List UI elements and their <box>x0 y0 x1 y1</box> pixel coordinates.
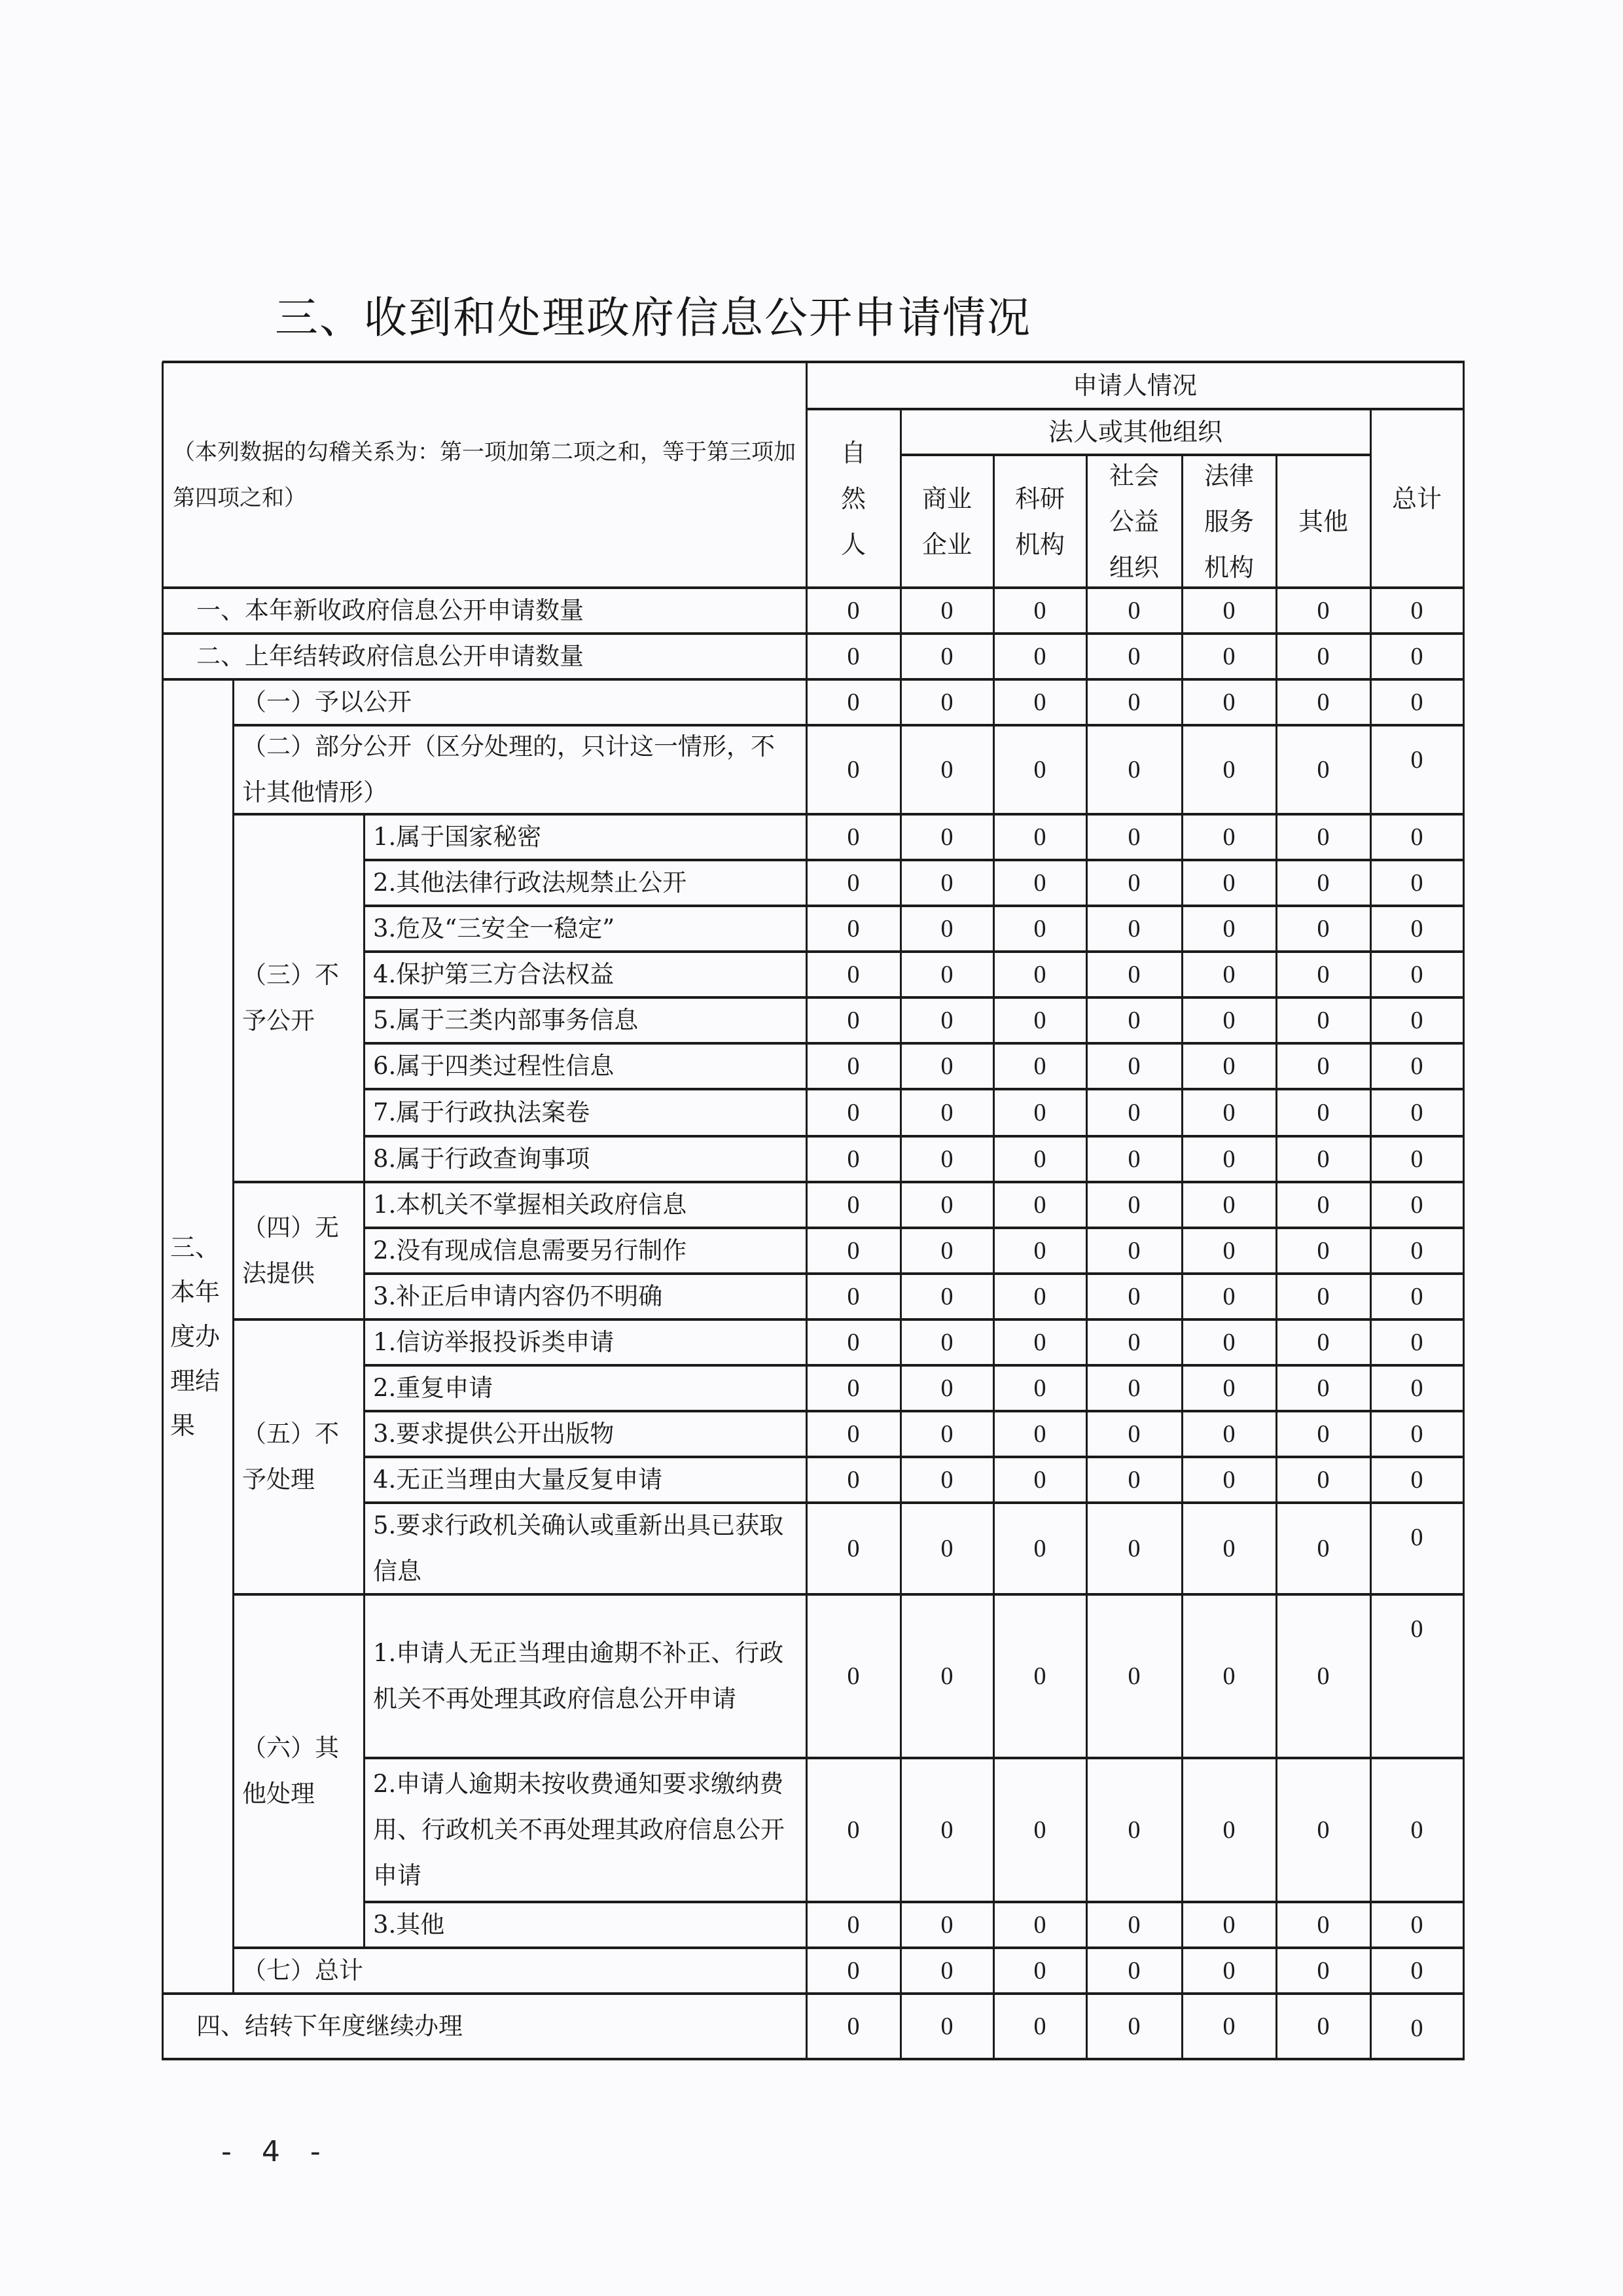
value-cell: 0 <box>1222 869 1236 897</box>
value-cell: 0 <box>1410 1911 1423 1939</box>
row-label: 二、上年结转政府信息公开申请数量 <box>196 642 584 670</box>
value-cell: 0 <box>1033 961 1046 988</box>
value-cell: 0 <box>1033 643 1046 670</box>
value-cell: 0 <box>1317 1052 1330 1080</box>
value-cell: 0 <box>1033 597 1046 624</box>
value-cell: 0 <box>847 597 860 624</box>
value-cell: 0 <box>1410 1283 1423 1310</box>
value-cell: 0 <box>1128 1145 1141 1173</box>
value-cell: 0 <box>1410 823 1423 851</box>
value-cell: 0 <box>1410 1007 1423 1034</box>
value-cell: 0 <box>940 1374 954 1402</box>
value-cell: 0 <box>940 2013 954 2040</box>
table-rule <box>363 814 365 1949</box>
table-rule <box>162 586 1465 589</box>
value-cell: 0 <box>1033 1052 1046 1080</box>
value-cell: 0 <box>1033 1911 1046 1939</box>
value-cell: 0 <box>847 689 860 716</box>
table-rule <box>1463 362 1465 2060</box>
table-rule <box>364 1088 1465 1090</box>
group-not-disclosed: （三）不予公开 <box>242 961 339 1035</box>
value-cell: 0 <box>940 1145 954 1173</box>
value-cell: 0 <box>940 1466 954 1494</box>
value-cell: 0 <box>1033 1283 1046 1310</box>
value-cell: 0 <box>1033 1535 1046 1562</box>
table-rule <box>364 1227 1465 1229</box>
value-cell: 0 <box>940 915 954 942</box>
value-cell: 0 <box>1128 643 1141 670</box>
value-cell: 0 <box>1410 1145 1423 1173</box>
value-cell: 0 <box>1033 2013 1046 2040</box>
header-legal-service: 法律服务机构 <box>1204 461 1254 582</box>
page-title: 三、收到和处理政府信息公开申请情况 <box>275 293 1031 343</box>
value-cell: 0 <box>1128 1957 1141 1984</box>
row-label: 1.属于国家秘密 <box>373 823 542 851</box>
value-cell: 0 <box>1222 2013 1236 2040</box>
table-rule <box>364 1042 1465 1045</box>
value-cell: 0 <box>1317 1816 1330 1844</box>
value-cell: 0 <box>847 1816 860 1844</box>
value-cell: 0 <box>940 1957 954 1984</box>
value-cell: 0 <box>1410 1524 1423 1551</box>
table-rule <box>1181 455 1183 2060</box>
value-cell: 0 <box>940 1535 954 1562</box>
value-cell: 0 <box>1410 643 1423 670</box>
table-rule <box>162 362 164 2060</box>
table-rule <box>162 632 1465 635</box>
value-cell: 0 <box>1033 915 1046 942</box>
value-cell: 0 <box>1033 869 1046 897</box>
value-cell: 0 <box>940 597 954 624</box>
value-cell: 0 <box>1222 597 1236 624</box>
value-cell: 0 <box>1317 1329 1330 1356</box>
row-label: 6.属于四类过程性信息 <box>373 1052 615 1080</box>
value-cell: 0 <box>847 643 860 670</box>
value-cell: 0 <box>1033 1329 1046 1356</box>
value-cell: 0 <box>1317 643 1330 670</box>
value-cell: 0 <box>1033 1816 1046 1844</box>
value-cell: 0 <box>1128 869 1141 897</box>
value-cell: 0 <box>1222 1191 1236 1219</box>
value-cell: 0 <box>1222 1957 1236 1984</box>
value-cell: 0 <box>1128 915 1141 942</box>
table-rule <box>232 679 234 1995</box>
value-cell: 0 <box>940 756 954 783</box>
value-cell: 0 <box>940 1329 954 1356</box>
row-label: 3.要求提供公开出版物 <box>373 1420 615 1448</box>
value-cell: 0 <box>940 1816 954 1844</box>
value-cell: 0 <box>847 1911 860 1939</box>
value-cell: 0 <box>1222 1237 1236 1265</box>
value-cell: 0 <box>1410 961 1423 988</box>
value-cell: 0 <box>847 1420 860 1448</box>
value-cell: 0 <box>1128 1535 1141 1562</box>
value-cell: 0 <box>1410 1099 1423 1126</box>
table-rule <box>806 408 1465 410</box>
row-label: 2.重复申请 <box>373 1374 493 1402</box>
row-label: 1.本机关不掌握相关政府信息 <box>373 1191 687 1219</box>
value-cell: 0 <box>1317 961 1330 988</box>
value-cell: 0 <box>1128 1329 1141 1356</box>
value-cell: 0 <box>1317 1662 1330 1690</box>
value-cell: 0 <box>940 1283 954 1310</box>
value-cell: 0 <box>1222 1466 1236 1494</box>
value-cell: 0 <box>940 1007 954 1034</box>
value-cell: 0 <box>847 915 860 942</box>
value-cell: 0 <box>1222 1283 1236 1310</box>
value-cell: 0 <box>1410 869 1423 897</box>
table-rule <box>900 409 902 2060</box>
value-cell: 0 <box>1033 756 1046 783</box>
value-cell: 0 <box>1033 1466 1046 1494</box>
table-rule <box>233 1946 1465 1949</box>
header-total: 总计 <box>1391 484 1442 513</box>
value-cell: 0 <box>1222 1535 1236 1562</box>
row-label: 5.属于三类内部事务信息 <box>373 1006 639 1034</box>
value-cell: 0 <box>1033 1374 1046 1402</box>
value-cell: 0 <box>1033 823 1046 851</box>
value-cell: 0 <box>1410 1329 1423 1356</box>
value-cell: 0 <box>847 1283 860 1310</box>
group-not-processed: （五）不予处理 <box>242 1420 339 1494</box>
value-cell: 0 <box>940 869 954 897</box>
value-cell: 0 <box>1222 1099 1236 1126</box>
table-rule <box>1086 455 1088 2060</box>
value-cell: 0 <box>1128 689 1141 716</box>
value-cell: 0 <box>847 869 860 897</box>
value-cell: 0 <box>1317 1374 1330 1402</box>
value-cell: 0 <box>847 1052 860 1080</box>
value-cell: 0 <box>1317 915 1330 942</box>
table-rule <box>233 724 1465 726</box>
value-cell: 0 <box>1128 1007 1141 1034</box>
value-cell: 0 <box>940 1191 954 1219</box>
value-cell: 0 <box>1410 1420 1423 1448</box>
value-cell: 0 <box>1222 961 1236 988</box>
value-cell: 0 <box>847 2013 860 2040</box>
row-label: 2.其他法律行政法规禁止公开 <box>373 869 687 897</box>
row-label: 8.属于行政查询事项 <box>373 1145 590 1173</box>
table-rule <box>364 1272 1465 1275</box>
value-cell: 0 <box>1410 915 1423 942</box>
row-label: 一、本年新收政府信息公开申请数量 <box>196 596 584 624</box>
value-cell: 0 <box>1410 1615 1423 1643</box>
header-social-welfare: 社会公益组织 <box>1109 461 1159 582</box>
header-natural-person: 自然人 <box>840 438 866 559</box>
value-cell: 0 <box>847 1237 860 1265</box>
value-cell: 0 <box>1033 1957 1046 1984</box>
value-cell: 0 <box>1222 1007 1236 1034</box>
value-cell: 0 <box>1033 1007 1046 1034</box>
value-cell: 0 <box>1033 689 1046 716</box>
header-legal-org: 法人或其他组织 <box>1048 418 1222 446</box>
table-rule <box>162 1992 1465 1995</box>
value-cell: 0 <box>847 1374 860 1402</box>
value-cell: 0 <box>1222 1329 1236 1356</box>
group-other-processing: （六）其他处理 <box>242 1734 339 1808</box>
value-cell: 0 <box>1317 1237 1330 1265</box>
value-cell: 0 <box>1128 1099 1141 1126</box>
row-label: 1.信访举报投诉类申请 <box>373 1328 615 1356</box>
value-cell: 0 <box>1128 1911 1141 1939</box>
value-cell: 0 <box>1317 1007 1330 1034</box>
value-cell: 0 <box>1317 1145 1330 1173</box>
table-rule <box>364 1456 1465 1458</box>
row-label: 四、结转下年度继续办理 <box>196 2012 463 2040</box>
row-label: 3.补正后申请内容仍不明确 <box>373 1282 663 1310</box>
value-cell: 0 <box>1317 2013 1330 2040</box>
value-cell: 0 <box>1317 1191 1330 1219</box>
value-cell: 0 <box>1128 2013 1141 2040</box>
value-cell: 0 <box>1410 597 1423 624</box>
value-cell: 0 <box>1128 1191 1141 1219</box>
value-cell: 0 <box>1410 1957 1423 1984</box>
value-cell: 0 <box>1317 689 1330 716</box>
table-rule <box>162 2058 1465 2060</box>
value-cell: 0 <box>1317 1466 1330 1494</box>
header-other: 其他 <box>1298 507 1348 536</box>
value-cell: 0 <box>847 1466 860 1494</box>
table-rule <box>1275 455 1277 2060</box>
row-label: 2.申请人逾期未按收费通知要求缴纳费用、行政机关不再处理其政府信息公开申请 <box>373 1770 785 1890</box>
value-cell: 0 <box>1033 1099 1046 1126</box>
table-rule <box>364 859 1465 861</box>
value-cell: 0 <box>1128 1420 1141 1448</box>
value-cell: 0 <box>940 1237 954 1265</box>
table-rule <box>364 1135 1465 1138</box>
value-cell: 0 <box>940 1662 954 1690</box>
table-rule <box>364 996 1465 999</box>
value-cell: 0 <box>1410 1374 1423 1402</box>
value-cell: 0 <box>847 1329 860 1356</box>
value-cell: 0 <box>1317 597 1330 624</box>
table-rule <box>233 1181 1465 1183</box>
row-label: 1.申请人无正当理由逾期不补正、行政机关不再处理其政府信息公开申请 <box>373 1639 784 1713</box>
value-cell: 0 <box>1222 1420 1236 1448</box>
table-rule <box>364 1410 1465 1412</box>
table-note: （本列数据的勾稽关系为：第一项加第二项之和，等于第三项加第四项之和） <box>173 439 796 511</box>
value-cell: 0 <box>847 961 860 988</box>
value-cell: 0 <box>1128 823 1141 851</box>
value-cell: 0 <box>1222 1052 1236 1080</box>
value-cell: 0 <box>1222 1662 1236 1690</box>
value-cell: 0 <box>1317 1420 1330 1448</box>
table-rule <box>233 1318 1465 1321</box>
value-cell: 0 <box>1222 1911 1236 1939</box>
value-cell: 0 <box>1128 1466 1141 1494</box>
value-cell: 0 <box>940 1052 954 1080</box>
value-cell: 0 <box>1410 1191 1423 1219</box>
table-rule <box>806 362 808 2060</box>
value-cell: 0 <box>1222 1374 1236 1402</box>
header-research: 科研机构 <box>1014 484 1065 559</box>
value-cell: 0 <box>1222 1145 1236 1173</box>
row-label: 2.没有现成信息需要另行制作 <box>373 1236 687 1265</box>
value-cell: 0 <box>1222 756 1236 783</box>
header-commercial: 商业企业 <box>921 484 972 559</box>
value-cell: 0 <box>1410 1816 1423 1844</box>
table-rule <box>162 678 1465 681</box>
value-cell: 0 <box>1128 1662 1141 1690</box>
value-cell: 0 <box>1222 643 1236 670</box>
header-applicant: 申请人情况 <box>1072 371 1197 400</box>
table-rule <box>233 813 1465 816</box>
value-cell: 0 <box>940 643 954 670</box>
value-cell: 0 <box>847 1662 860 1690</box>
value-cell: 0 <box>940 689 954 716</box>
value-cell: 0 <box>1410 746 1423 774</box>
value-cell: 0 <box>1317 1911 1330 1939</box>
table-rule <box>233 1593 1465 1596</box>
value-cell: 0 <box>1317 756 1330 783</box>
value-cell: 0 <box>847 1191 860 1219</box>
table-rule <box>364 905 1465 907</box>
row-label: （七）总计 <box>242 1956 363 1984</box>
row-label: 7.属于行政执法案卷 <box>373 1098 590 1126</box>
value-cell: 0 <box>847 1007 860 1034</box>
row-label: 5.要求行政机关确认或重新出具已获取信息 <box>373 1511 784 1585</box>
value-cell: 0 <box>1222 689 1236 716</box>
value-cell: 0 <box>1410 1237 1423 1265</box>
value-cell: 0 <box>940 1099 954 1126</box>
value-cell: 0 <box>1128 1816 1141 1844</box>
value-cell: 0 <box>1317 1283 1330 1310</box>
value-cell: 0 <box>1222 915 1236 942</box>
value-cell: 0 <box>1128 1374 1141 1402</box>
value-cell: 0 <box>1317 1099 1330 1126</box>
value-cell: 0 <box>1128 1283 1141 1310</box>
row-label: （一）予以公开 <box>242 688 412 716</box>
group-cannot-provide: （四）无法提供 <box>242 1213 339 1287</box>
section-3-label: 三、本年度办理结果 <box>170 1233 221 1440</box>
value-cell: 0 <box>847 1099 860 1126</box>
value-cell: 0 <box>1410 1052 1423 1080</box>
value-cell: 0 <box>1128 961 1141 988</box>
value-cell: 0 <box>1317 1535 1330 1562</box>
value-cell: 0 <box>1222 1816 1236 1844</box>
row-label: 4.保护第三方合法权益 <box>373 960 615 988</box>
table-rule <box>364 1757 1465 1759</box>
table-rule <box>993 455 995 2060</box>
value-cell: 0 <box>1128 1237 1141 1265</box>
value-cell: 0 <box>1222 823 1236 851</box>
value-cell: 0 <box>940 961 954 988</box>
value-cell: 0 <box>847 1957 860 1984</box>
row-label: 4.无正当理由大量反复申请 <box>373 1465 663 1494</box>
table-rule <box>364 950 1465 953</box>
value-cell: 0 <box>1033 1145 1046 1173</box>
value-cell: 0 <box>940 1420 954 1448</box>
row-label: 3.危及“三安全一稳定” <box>373 914 615 942</box>
value-cell: 0 <box>847 823 860 851</box>
table-rule <box>364 1501 1465 1504</box>
table-rule <box>1370 409 1372 2060</box>
row-label: （二）部分公开（区分处理的，只计这一情形，不计其他情形） <box>242 732 775 806</box>
value-cell: 0 <box>1033 1420 1046 1448</box>
value-cell: 0 <box>1317 869 1330 897</box>
value-cell: 0 <box>1128 1052 1141 1080</box>
value-cell: 0 <box>1033 1237 1046 1265</box>
value-cell: 0 <box>1128 597 1141 624</box>
value-cell: 0 <box>1410 1466 1423 1494</box>
row-label: 3.其他 <box>373 1910 445 1939</box>
value-cell: 0 <box>940 823 954 851</box>
value-cell: 0 <box>1317 1957 1330 1984</box>
value-cell: 0 <box>1128 756 1141 783</box>
page-number: - 4 - <box>221 2135 331 2168</box>
value-cell: 0 <box>1317 823 1330 851</box>
value-cell: 0 <box>1033 1662 1046 1690</box>
value-cell: 0 <box>847 756 860 783</box>
value-cell: 0 <box>1410 2015 1423 2042</box>
table-rule <box>364 1901 1465 1903</box>
value-cell: 0 <box>1410 689 1423 716</box>
value-cell: 0 <box>847 1535 860 1562</box>
value-cell: 0 <box>847 1145 860 1173</box>
value-cell: 0 <box>1033 1191 1046 1219</box>
table-rule <box>364 1364 1465 1367</box>
value-cell: 0 <box>940 1911 954 1939</box>
table-rule <box>901 454 1372 456</box>
table-rule <box>162 361 1465 363</box>
